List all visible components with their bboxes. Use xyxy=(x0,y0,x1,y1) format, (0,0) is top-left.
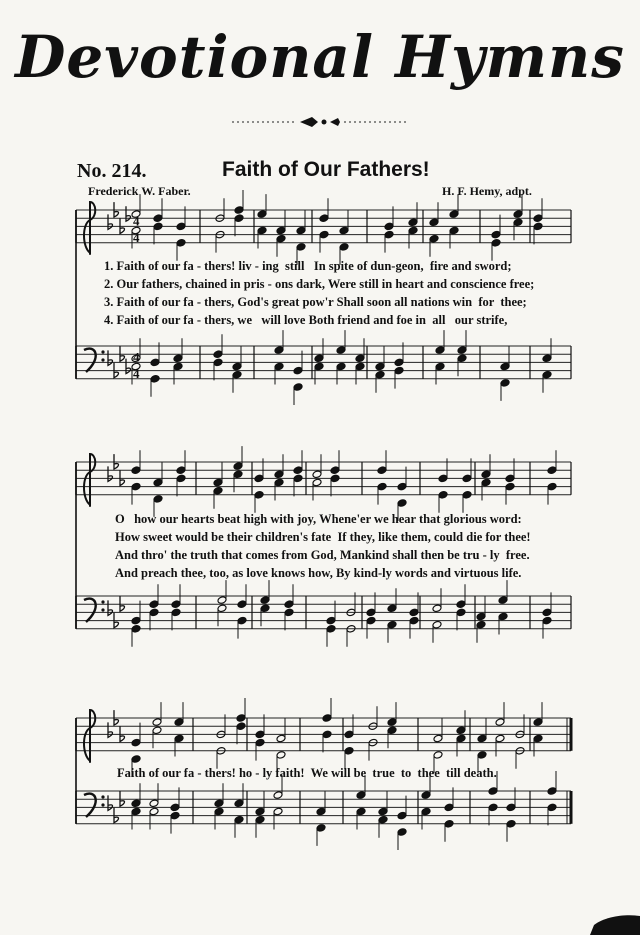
note-head xyxy=(153,495,163,504)
bass-clef-dot xyxy=(101,358,104,361)
note-head xyxy=(171,608,181,617)
bass-clef-icon xyxy=(84,349,96,372)
note-head xyxy=(462,491,472,500)
note-head xyxy=(254,491,264,500)
note-head xyxy=(176,222,186,231)
note-head xyxy=(429,234,439,243)
note-head xyxy=(433,734,443,743)
bass-clef-dot xyxy=(101,803,104,806)
note-head xyxy=(330,474,340,483)
note-head xyxy=(232,362,242,371)
note-head xyxy=(408,218,418,227)
bass-clef-dot xyxy=(101,795,104,798)
note-head xyxy=(435,346,445,355)
note-head xyxy=(356,807,366,816)
note-head xyxy=(236,722,246,731)
note-head xyxy=(296,243,306,252)
note-head xyxy=(257,210,267,219)
note-head xyxy=(384,230,394,239)
note-head xyxy=(397,499,407,508)
note-head xyxy=(131,482,141,491)
note-head xyxy=(542,354,552,363)
note-head xyxy=(449,210,459,219)
note-head xyxy=(513,210,523,219)
note-head xyxy=(273,791,283,800)
note-head xyxy=(542,616,552,625)
note-head xyxy=(217,596,227,605)
note-head xyxy=(409,608,419,617)
note-head xyxy=(547,787,557,796)
note-head xyxy=(255,807,265,816)
lyric-line: 2. Our fathers, chained in pris - ons dark, Were still in heart and conscience free; xyxy=(104,277,535,291)
note-head xyxy=(173,362,183,371)
bass-clef-dot xyxy=(101,608,104,611)
note-head xyxy=(547,466,557,475)
note-head xyxy=(237,600,247,609)
flat-sign-icon xyxy=(126,206,131,221)
note-head xyxy=(152,718,162,727)
note-head xyxy=(421,791,431,800)
note-head xyxy=(547,803,557,812)
note-head xyxy=(316,824,326,833)
note-head xyxy=(234,206,244,215)
note-head xyxy=(366,608,376,617)
note-head xyxy=(378,807,388,816)
page-edge-shadow xyxy=(590,915,640,935)
lyric-line: Faith of our fa - thers! ho - ly faith! We will be true to thee till death. xyxy=(117,766,497,780)
note-head xyxy=(481,470,491,479)
note-head xyxy=(234,799,244,808)
note-head xyxy=(150,358,160,367)
note-head xyxy=(384,222,394,231)
note-head xyxy=(506,820,516,829)
note-head xyxy=(273,807,283,816)
note-head xyxy=(438,491,448,500)
note-head xyxy=(456,734,466,743)
note-head xyxy=(421,807,431,816)
hymn-title: Faith of Our Fathers! xyxy=(222,158,430,181)
note-head xyxy=(293,366,303,375)
note-head xyxy=(366,616,376,625)
note-head xyxy=(409,616,419,625)
time-sig-top: 4 xyxy=(133,349,140,365)
note-head xyxy=(131,807,141,816)
note-head xyxy=(173,354,183,363)
note-head xyxy=(344,730,354,739)
note-head xyxy=(429,218,439,227)
lyric-line: 3. Faith of our fa - thers, God's great pow'r Shall soon all nations win for thee; xyxy=(104,295,527,309)
note-head xyxy=(457,346,467,355)
note-head xyxy=(533,734,543,743)
note-head xyxy=(232,370,242,379)
note-head xyxy=(319,214,329,223)
note-head xyxy=(387,718,397,727)
note-head xyxy=(505,474,515,483)
note-head xyxy=(513,218,523,227)
note-head xyxy=(477,734,487,743)
time-sig-top: 4 xyxy=(133,213,140,229)
note-head xyxy=(533,222,543,231)
note-head xyxy=(456,600,466,609)
lyric-line: And thro' the truth that comes from God, Mankind shall then be tru - ly free. xyxy=(115,548,530,562)
note-head xyxy=(339,243,349,252)
note-head xyxy=(542,370,552,379)
note-head xyxy=(176,239,186,248)
note-head xyxy=(397,811,407,820)
note-head xyxy=(276,234,286,243)
note-head xyxy=(322,730,332,739)
note-head xyxy=(217,604,227,613)
note-head xyxy=(131,799,141,808)
note-head xyxy=(397,482,407,491)
note-head xyxy=(276,226,286,235)
note-head xyxy=(149,799,159,808)
note-head xyxy=(408,226,418,235)
note-head xyxy=(432,620,442,629)
note-head xyxy=(176,474,186,483)
note-head xyxy=(477,751,487,760)
note-head xyxy=(293,383,303,392)
note-head xyxy=(322,714,332,723)
note-head xyxy=(506,803,516,812)
note-head xyxy=(284,600,294,609)
note-head xyxy=(174,718,184,727)
note-head xyxy=(131,755,141,764)
note-head xyxy=(284,608,294,617)
note-head xyxy=(214,799,224,808)
note-head xyxy=(214,807,224,816)
lyric-line: 4. Faith of our fa - thers, we will love Both friend and foe in all our strife, xyxy=(104,313,508,327)
note-head xyxy=(336,346,346,355)
flat-sign-icon xyxy=(108,350,113,365)
note-head xyxy=(462,474,472,483)
note-head xyxy=(260,596,270,605)
note-head xyxy=(533,718,543,727)
note-head xyxy=(542,608,552,617)
note-head xyxy=(293,466,303,475)
note-head xyxy=(495,718,505,727)
note-head xyxy=(149,600,159,609)
note-head xyxy=(276,751,286,760)
note-head xyxy=(339,226,349,235)
note-head xyxy=(131,625,141,634)
flat-sign-icon xyxy=(108,795,113,810)
note-head xyxy=(131,738,141,747)
note-head xyxy=(213,358,223,367)
note-head xyxy=(481,478,491,487)
note-head xyxy=(293,474,303,483)
lyric-line: How sweet would be their children's fate If they, like them, could die for thee! xyxy=(115,530,531,544)
note-head xyxy=(336,362,346,371)
note-head xyxy=(150,375,160,384)
note-head xyxy=(213,478,223,487)
note-head xyxy=(444,820,454,829)
note-head xyxy=(234,214,244,223)
note-head xyxy=(394,366,404,375)
note-head xyxy=(476,620,486,629)
note-head xyxy=(319,230,329,239)
note-head xyxy=(176,466,186,475)
note-head xyxy=(491,239,501,248)
note-head xyxy=(488,787,498,796)
note-head xyxy=(375,362,385,371)
note-head xyxy=(498,612,508,621)
note-head xyxy=(387,620,397,629)
note-head xyxy=(355,362,365,371)
note-head xyxy=(377,482,387,491)
note-head xyxy=(533,214,543,223)
bass-clef-dot xyxy=(101,600,104,603)
note-head xyxy=(488,803,498,812)
note-head xyxy=(152,726,162,735)
note-head xyxy=(153,478,163,487)
note-head xyxy=(171,600,181,609)
hymn-number: No. 214. xyxy=(77,160,147,182)
note-head xyxy=(547,482,557,491)
note-head xyxy=(444,803,454,812)
note-head xyxy=(456,726,466,735)
note-head xyxy=(438,474,448,483)
note-head xyxy=(274,478,284,487)
note-head xyxy=(254,474,264,483)
note-head xyxy=(276,734,286,743)
note-head xyxy=(213,486,223,495)
note-head xyxy=(153,214,163,223)
note-head xyxy=(491,230,501,239)
note-head xyxy=(330,466,340,475)
note-head xyxy=(326,616,336,625)
composer-credit: H. F. Hemy, adpt. xyxy=(442,184,532,198)
note-head xyxy=(296,226,306,235)
note-head xyxy=(312,478,322,487)
note-head xyxy=(131,616,141,625)
note-head xyxy=(316,807,326,816)
note-head xyxy=(237,616,247,625)
note-head xyxy=(274,362,284,371)
time-sig-bottom: 4 xyxy=(133,229,140,245)
note-head xyxy=(378,815,388,824)
note-head xyxy=(170,803,180,812)
lyric-line: And preach thee, too, as love knows how, By kind-ly words and virtuous life. xyxy=(115,566,522,580)
flat-sign-icon xyxy=(108,466,113,481)
note-head xyxy=(356,791,366,800)
note-head xyxy=(495,734,505,743)
note-head xyxy=(500,362,510,371)
note-head xyxy=(505,482,515,491)
note-head xyxy=(377,466,387,475)
note-head xyxy=(387,726,397,735)
note-head xyxy=(174,734,184,743)
note-head xyxy=(257,226,267,235)
note-head xyxy=(170,811,180,820)
note-head xyxy=(397,828,407,837)
note-head xyxy=(314,362,324,371)
flat-sign-icon xyxy=(108,722,113,737)
note-head xyxy=(234,815,244,824)
note-head xyxy=(274,470,284,479)
note-head xyxy=(314,354,324,363)
page-header-title: Devotional Hymns xyxy=(15,23,625,91)
note-head xyxy=(312,470,322,479)
note-head xyxy=(149,807,159,816)
note-head xyxy=(233,470,243,479)
note-head xyxy=(355,354,365,363)
note-head xyxy=(149,608,159,617)
note-head xyxy=(394,358,404,367)
lyric-line: O how our hearts beat high with joy, Whene'er we hear that glorious word: xyxy=(115,512,522,526)
note-head xyxy=(153,222,163,231)
note-head xyxy=(255,815,265,824)
note-head xyxy=(344,747,354,756)
note-head xyxy=(326,625,336,634)
note-head xyxy=(233,462,243,471)
lyric-line: 1. Faith of our fa - thers! liv - ing still In spite of dun-geon, fire and sword; xyxy=(104,259,512,273)
note-head xyxy=(255,730,265,739)
note-head xyxy=(498,596,508,605)
note-head xyxy=(387,604,397,613)
note-head xyxy=(255,738,265,747)
note-head xyxy=(432,604,442,613)
note-head xyxy=(435,362,445,371)
flat-sign-icon xyxy=(108,214,113,229)
note-head xyxy=(500,379,510,388)
bass-clef-icon xyxy=(84,794,96,817)
note-head xyxy=(260,604,270,613)
note-head xyxy=(274,346,284,355)
note-head xyxy=(375,370,385,379)
author-credit: Frederick W. Faber. xyxy=(88,184,191,198)
note-head xyxy=(457,354,467,363)
flat-sign-icon xyxy=(108,600,113,615)
time-sig-bottom: 4 xyxy=(133,365,140,381)
bass-clef-icon xyxy=(84,599,96,622)
flat-sign-icon xyxy=(126,359,131,374)
note-head xyxy=(131,466,141,475)
note-head xyxy=(476,612,486,621)
bass-clef-dot xyxy=(101,350,104,353)
note-head xyxy=(433,751,443,760)
note-head xyxy=(456,608,466,617)
note-head xyxy=(236,714,246,723)
note-head xyxy=(449,226,459,235)
note-head xyxy=(213,350,223,359)
